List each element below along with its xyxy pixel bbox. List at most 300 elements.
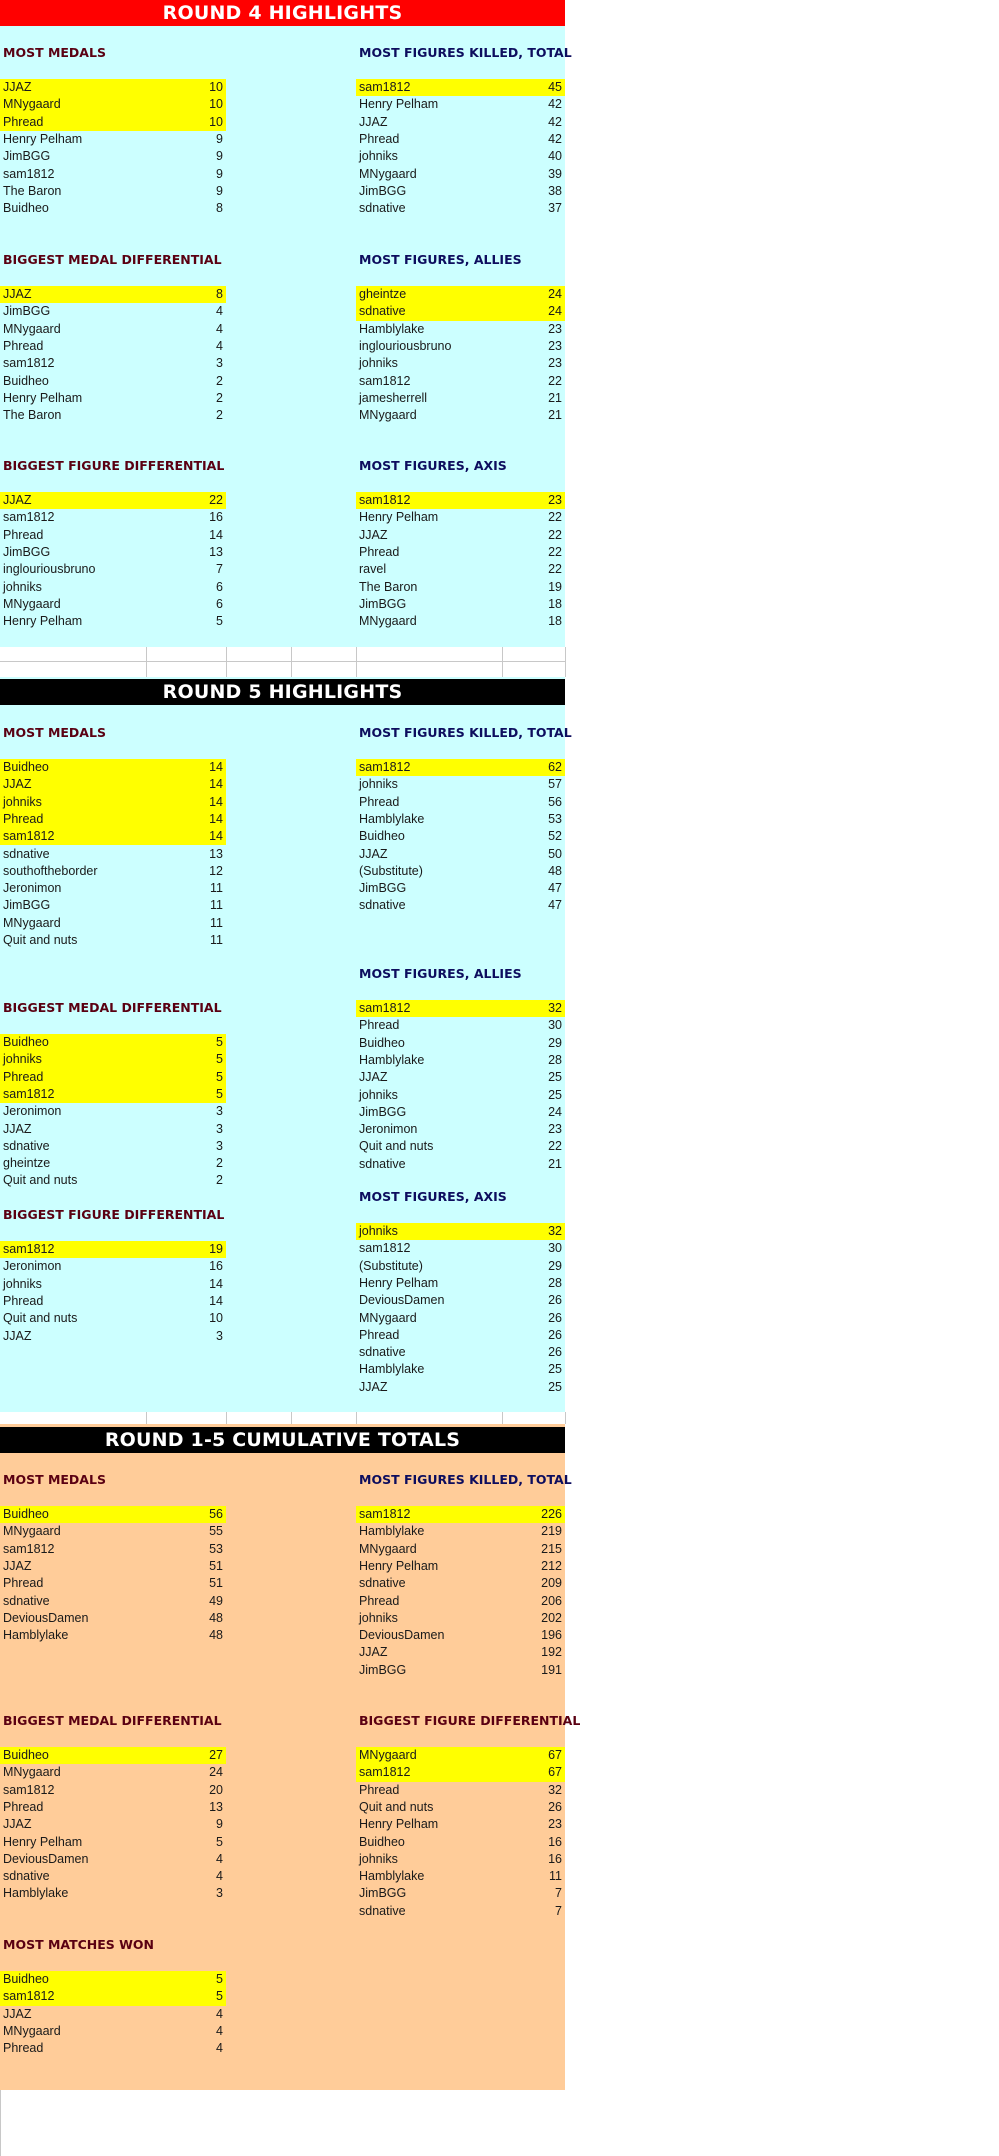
player-name: Henry Pelham	[3, 614, 83, 629]
stat-value: 14	[209, 760, 223, 774]
stat-value: 32	[548, 1001, 562, 1015]
stat-value: 11	[210, 898, 223, 913]
table-row	[356, 509, 565, 526]
table-row	[356, 1868, 565, 1885]
stat-value: 38	[548, 183, 562, 198]
stat-value: 32	[548, 1782, 562, 1797]
player-name: Jeronimon	[3, 1259, 62, 1274]
table-title: MOST FIGURES KILLED, TOTAL	[359, 45, 572, 60]
table-title: MOST FIGURES, AXIS	[359, 1189, 507, 1204]
table-row	[0, 1988, 226, 2005]
table-row	[356, 1156, 565, 1173]
table-row	[0, 1610, 226, 1627]
stat-value: 202	[541, 1610, 562, 1625]
stat-value: 25	[548, 1070, 562, 1085]
table-row	[0, 1782, 226, 1799]
stat-value: 4	[216, 2023, 223, 2038]
stat-value: 48	[209, 1628, 223, 1643]
player-name: Hamblylake	[3, 1628, 69, 1643]
player-name: The Baron	[359, 579, 418, 594]
table-row	[356, 527, 565, 544]
table-row	[356, 303, 565, 320]
table-row	[356, 1764, 565, 1781]
table-row	[0, 1310, 226, 1327]
table-row	[356, 1541, 565, 1558]
stat-value: 18	[548, 614, 562, 629]
player-name: DeviousDamen	[3, 1851, 89, 1866]
table-row	[0, 373, 226, 390]
player-name: JimBGG	[359, 596, 407, 611]
player-name: JimBGG	[3, 304, 51, 319]
player-name: JJAZ	[3, 1121, 32, 1136]
player-name: Henry Pelham	[3, 1834, 83, 1849]
stat-value: 11	[210, 881, 223, 896]
stat-value: 9	[216, 166, 223, 181]
player-name: Quit and nuts	[3, 1173, 78, 1188]
table-row	[356, 131, 565, 148]
stat-value: 24	[548, 287, 562, 301]
table-title: MOST FIGURES, ALLIES	[359, 252, 522, 267]
round5-header	[0, 679, 565, 705]
player-name: Buidheo	[3, 1507, 49, 1521]
stat-value: 29	[548, 1258, 562, 1273]
table-row	[0, 96, 226, 113]
player-name: sdnative	[359, 1345, 406, 1360]
stat-value: 23	[548, 1817, 562, 1832]
player-name: JimBGG	[359, 1886, 407, 1901]
table-row	[0, 1034, 226, 1051]
cumulative-header	[0, 1427, 565, 1453]
table-row	[0, 1851, 226, 1868]
player-name: The Baron	[3, 183, 62, 198]
stat-value: 45	[548, 80, 562, 94]
stat-value: 6	[216, 596, 223, 611]
player-name: johniks	[3, 794, 42, 809]
table-row	[356, 1035, 565, 1052]
player-name: Henry Pelham	[359, 1558, 439, 1573]
table-row	[356, 1851, 565, 1868]
table-row	[0, 1627, 226, 1644]
table-row	[0, 1593, 226, 1610]
player-name: sam1812	[359, 1001, 411, 1015]
stat-value: 62	[548, 760, 562, 774]
player-name: MNygaard	[3, 2023, 61, 2038]
stat-value: 191	[541, 1662, 562, 1677]
player-name: sam1812	[3, 510, 55, 525]
player-name: Phread	[359, 1782, 400, 1797]
stat-value: 21	[548, 1156, 562, 1171]
table-row	[0, 1523, 226, 1540]
table-row	[0, 527, 226, 544]
stat-value: 10	[209, 80, 223, 94]
stat-value: 26	[548, 1799, 562, 1814]
stat-value: 196	[541, 1628, 562, 1643]
player-name: inglouriousbruno	[3, 562, 96, 577]
stat-value: 2	[216, 1173, 223, 1188]
player-name: Hamblylake	[359, 321, 425, 336]
table-row	[356, 596, 565, 613]
player-name: JJAZ	[359, 1379, 388, 1394]
table-row	[0, 613, 226, 630]
table-row	[356, 1275, 565, 1292]
stat-value: 30	[548, 1241, 562, 1256]
player-name: MNygaard	[359, 166, 417, 181]
player-name: MNygaard	[3, 1524, 61, 1539]
stat-value: 25	[548, 1087, 562, 1102]
player-name: Henry Pelham	[3, 131, 83, 146]
stat-value: 3	[216, 1886, 223, 1901]
table-row	[356, 1361, 565, 1378]
table-row	[0, 776, 226, 793]
table-row	[0, 794, 226, 811]
stat-value: 42	[548, 131, 562, 146]
table-row	[0, 1069, 226, 1086]
player-name: Buidheo	[3, 373, 49, 388]
stat-value: 28	[548, 1052, 562, 1067]
player-name: sam1812	[359, 373, 411, 388]
stat-value: 26	[548, 1310, 562, 1325]
table-row	[356, 407, 565, 424]
table-row	[0, 1799, 226, 1816]
stat-value: 28	[548, 1275, 562, 1290]
player-name: Buidheo	[359, 829, 405, 844]
player-name: sdnative	[3, 1593, 50, 1608]
player-name: Buidheo	[359, 1035, 405, 1050]
stat-value: 16	[209, 1259, 223, 1274]
stat-value: 26	[548, 1327, 562, 1342]
stat-value: 5	[216, 1069, 223, 1084]
player-name: sam1812	[359, 760, 411, 774]
stat-value: 16	[209, 510, 223, 525]
stat-value: 3	[216, 1104, 223, 1119]
table-row	[0, 863, 226, 880]
stat-value: 9	[216, 149, 223, 164]
stat-value: 2	[216, 373, 223, 388]
table-row	[0, 1764, 226, 1781]
table-row	[0, 596, 226, 613]
stat-value: 9	[216, 1817, 223, 1832]
table-row	[0, 321, 226, 338]
table-row	[0, 932, 226, 949]
table-row	[356, 1558, 565, 1575]
table-row	[0, 114, 226, 131]
table-row	[0, 1834, 226, 1851]
table-row	[356, 1052, 565, 1069]
table-row	[356, 79, 565, 96]
player-name: Hamblylake	[359, 1362, 425, 1377]
player-name: JimBGG	[359, 1662, 407, 1677]
player-name: DeviousDamen	[3, 1610, 89, 1625]
player-name: sdnative	[3, 1138, 50, 1153]
table-title: BIGGEST FIGURE DIFFERENTIAL	[359, 1713, 581, 1728]
player-name: Buidheo	[3, 1748, 49, 1762]
table-row	[0, 1051, 226, 1068]
table-title: BIGGEST FIGURE DIFFERENTIAL	[3, 458, 225, 473]
stat-value: 57	[548, 777, 562, 792]
table-row	[356, 1344, 565, 1361]
stat-value: 14	[209, 1293, 223, 1308]
table-row	[356, 355, 565, 372]
table-row	[0, 2023, 226, 2040]
player-name: MNygaard	[3, 321, 61, 336]
stat-value: 19	[548, 579, 562, 594]
stat-value: 3	[216, 1138, 223, 1153]
stat-value: 14	[209, 777, 223, 792]
player-name: MNygaard	[3, 1765, 61, 1780]
table-row	[356, 776, 565, 793]
stat-value: 23	[548, 493, 562, 507]
stat-value: 2	[216, 408, 223, 423]
stat-value: 3	[216, 1121, 223, 1136]
stat-value: 14	[209, 829, 223, 844]
player-name: sam1812	[3, 1782, 55, 1797]
player-name: Phread	[3, 2041, 44, 2056]
round5-section	[0, 677, 572, 1418]
player-name: Hamblylake	[359, 1524, 425, 1539]
table-row	[356, 1327, 565, 1344]
table-title: MOST FIGURES KILLED, TOTAL	[359, 1472, 572, 1487]
table-row	[356, 1240, 565, 1257]
stat-value: 51	[209, 1576, 223, 1591]
stat-value: 2	[216, 1156, 223, 1171]
player-name: southoftheborder	[3, 863, 98, 878]
player-name: Hamblylake	[359, 811, 425, 826]
player-name: Quit and nuts	[3, 1311, 78, 1326]
player-name: sam1812	[3, 1541, 55, 1556]
stat-value: 13	[209, 846, 223, 861]
stat-value: 23	[548, 321, 562, 336]
table-row	[0, 1506, 226, 1523]
table-row	[356, 492, 565, 509]
table-title: BIGGEST MEDAL DIFFERENTIAL	[3, 1713, 222, 1728]
player-name: sdnative	[3, 1869, 50, 1884]
table-row	[356, 863, 565, 880]
table-title: MOST MEDALS	[3, 725, 106, 740]
stat-value: 206	[541, 1593, 562, 1608]
table-row	[0, 1868, 226, 1885]
stat-value: 6	[216, 579, 223, 594]
table-row	[356, 1258, 565, 1275]
stat-value: 47	[548, 881, 562, 896]
table-row	[356, 1610, 565, 1627]
stat-value: 40	[548, 149, 562, 164]
table-title: BIGGEST FIGURE DIFFERENTIAL	[3, 1207, 225, 1222]
stat-value: 5	[216, 1834, 223, 1849]
table-row	[0, 148, 226, 165]
player-name: JimBGG	[3, 544, 51, 559]
table-row	[356, 1379, 565, 1396]
stat-value: 192	[541, 1645, 562, 1660]
table-row	[0, 183, 226, 200]
player-name: gheintze	[359, 287, 407, 301]
player-name: johniks	[359, 149, 398, 164]
table-row	[356, 321, 565, 338]
player-name: Henry Pelham	[359, 510, 439, 525]
player-name: sam1812	[3, 1989, 55, 2004]
stat-value: 5	[216, 1989, 223, 2004]
player-name: JimBGG	[359, 183, 407, 198]
player-name: sam1812	[359, 493, 411, 507]
player-name: johniks	[359, 1851, 398, 1866]
player-name: Phread	[359, 131, 400, 146]
stat-value: 13	[209, 544, 223, 559]
player-name: JimBGG	[359, 881, 407, 896]
stat-value: 10	[209, 97, 223, 112]
player-name: sam1812	[3, 829, 55, 844]
table-row	[0, 1971, 226, 1988]
table-row	[356, 828, 565, 845]
table-row	[356, 1644, 565, 1661]
stat-value: 42	[548, 97, 562, 112]
table-row	[0, 166, 226, 183]
table-row	[356, 286, 565, 303]
table-row	[0, 579, 226, 596]
player-name: inglouriousbruno	[359, 338, 452, 353]
stat-value: 14	[209, 794, 223, 809]
stat-value: 14	[209, 1276, 223, 1291]
table-row	[0, 811, 226, 828]
stat-value: 26	[548, 1345, 562, 1360]
player-name: Phread	[359, 544, 400, 559]
player-name: johniks	[3, 1276, 42, 1291]
stat-value: 25	[548, 1362, 562, 1377]
stat-value: 11	[210, 915, 223, 930]
table-row	[0, 1103, 226, 1120]
table-row	[0, 509, 226, 526]
stat-value: 22	[548, 562, 562, 577]
player-name: JJAZ	[359, 846, 388, 861]
player-name: Phread	[3, 527, 44, 542]
stat-value: 4	[216, 338, 223, 353]
table-row	[0, 1885, 226, 1902]
table-row	[0, 759, 226, 776]
player-name: JJAZ	[359, 1070, 388, 1085]
player-name: sdnative	[359, 304, 406, 319]
cumulative-section	[0, 1424, 581, 2090]
player-name: MNygaard	[359, 1541, 417, 1556]
stat-value: 4	[216, 1869, 223, 1884]
table-row	[0, 390, 226, 407]
table-row	[0, 407, 226, 424]
stat-value: 51	[209, 1558, 223, 1573]
table-row	[356, 1523, 565, 1540]
table-row	[0, 1328, 226, 1345]
stat-value: 4	[216, 304, 223, 319]
stat-value: 42	[548, 114, 562, 129]
player-name: MNygaard	[3, 596, 61, 611]
stat-value: 22	[548, 373, 562, 388]
player-name: JJAZ	[3, 2006, 32, 2021]
player-name: JJAZ	[359, 1645, 388, 1660]
stat-value: 12	[209, 863, 223, 878]
stat-value: 209	[541, 1576, 562, 1591]
player-name: Buidheo	[3, 760, 49, 774]
stat-value: 7	[216, 562, 223, 577]
stat-value: 226	[541, 1507, 562, 1521]
table-title: MOST FIGURES, AXIS	[359, 458, 507, 473]
table-row	[356, 579, 565, 596]
stat-value: 49	[209, 1593, 223, 1608]
table-title: BIGGEST MEDAL DIFFERENTIAL	[3, 252, 222, 267]
table-row	[356, 1747, 565, 1764]
stat-value: 4	[216, 2006, 223, 2021]
stat-value: 4	[216, 321, 223, 336]
table-row	[356, 613, 565, 630]
table-row	[0, 915, 226, 932]
stat-value: 4	[216, 2041, 223, 2056]
table-row	[356, 114, 565, 131]
player-name: Henry Pelham	[359, 1275, 439, 1290]
stat-value: 30	[548, 1018, 562, 1033]
stat-value: 5	[216, 1086, 223, 1101]
stat-value: 11	[549, 1869, 562, 1884]
stat-value: 219	[541, 1524, 562, 1539]
stat-value: 215	[541, 1541, 562, 1556]
player-name: MNygaard	[359, 1748, 417, 1762]
player-name: Phread	[359, 1327, 400, 1342]
table-row	[356, 1223, 565, 1240]
player-name: Henry Pelham	[3, 390, 83, 405]
table-row	[0, 492, 226, 509]
stat-value: 9	[216, 183, 223, 198]
stat-value: 39	[548, 166, 562, 181]
table-row	[356, 759, 565, 776]
table-row	[0, 561, 226, 578]
stat-value: 56	[548, 794, 562, 809]
table-row	[0, 200, 226, 217]
player-name: johniks	[359, 777, 398, 792]
table-row	[356, 811, 565, 828]
player-name: sdnative	[359, 201, 406, 216]
stat-value: 20	[209, 1782, 223, 1797]
table-title: MOST FIGURES KILLED, TOTAL	[359, 725, 572, 740]
table-row	[0, 1241, 226, 1258]
table-row	[0, 880, 226, 897]
table-row	[356, 183, 565, 200]
table-row	[0, 1816, 226, 1833]
round5-title: ROUND 5 HIGHLIGHTS	[162, 681, 403, 703]
player-name: johniks	[3, 579, 42, 594]
player-name: Hamblylake	[359, 1869, 425, 1884]
player-name: johniks	[359, 356, 398, 371]
stat-value: 8	[216, 201, 223, 216]
stat-value: 14	[209, 811, 223, 826]
stat-value: 24	[209, 1765, 223, 1780]
player-name: sam1812	[359, 1507, 411, 1521]
player-name: johniks	[3, 1052, 42, 1067]
stat-value: 4	[216, 1851, 223, 1866]
stat-value: 18	[548, 596, 562, 611]
stat-value: 37	[548, 201, 562, 216]
player-name: Phread	[3, 811, 44, 826]
table-row	[356, 1593, 565, 1610]
player-name: johniks	[359, 1087, 398, 1102]
player-name: Phread	[3, 1069, 44, 1084]
table-row	[356, 1000, 565, 1017]
player-name: ravel	[359, 562, 387, 577]
table-row	[356, 1506, 565, 1523]
player-name: Jeronimon	[3, 881, 62, 896]
player-name: Phread	[3, 1293, 44, 1308]
stat-value: 47	[548, 898, 562, 913]
stat-value: 23	[548, 356, 562, 371]
player-name: JimBGG	[359, 1104, 407, 1119]
player-name: Phread	[3, 1799, 44, 1814]
table-row	[0, 303, 226, 320]
player-name: JJAZ	[3, 80, 32, 94]
stat-value: 24	[548, 304, 562, 319]
stat-value: 13	[209, 1799, 223, 1814]
